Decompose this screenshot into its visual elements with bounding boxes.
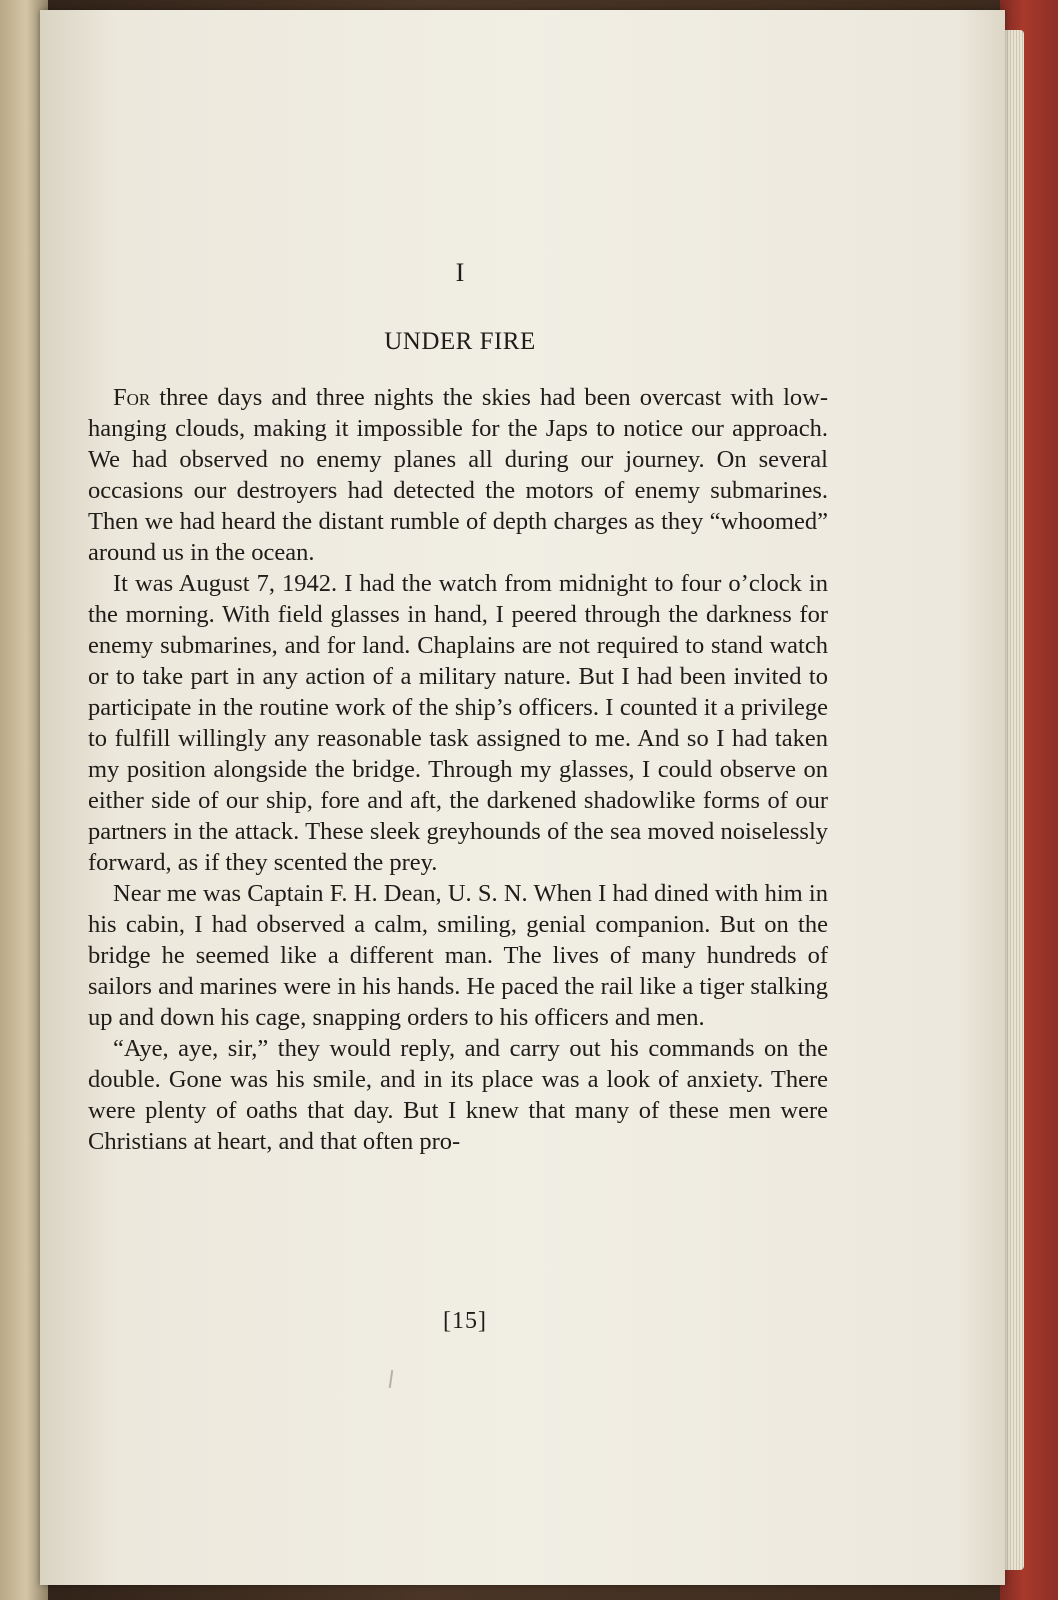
body-text [88,382,828,1157]
paragraph [88,1033,828,1157]
page-stack-edge [1002,30,1024,1570]
page-number: [15] [443,1308,487,1334]
chapter-number: I [455,258,465,287]
book-page [40,10,1005,1585]
paragraph [88,878,828,1033]
paragraph-text: It was August 7, 1942. I had the watch from midnight to four o’clock in the morning. With field glasses in hand, I peered through the darkness for enemy submarines, and for land. Chaplains are not required to stand watch or to take part in any action of a military nature. But I had been invited to participate in the routine work of the ship’s officers. I counted it a privilege to fulfill willingly any reasonable task assigned to me. And so I had taken my position alongside the bridge. Through my glasses, I could observe on either side of our ship, fore and aft, the darkened shadowlike forms of our partners in the attack. These sleek greyhounds of the sea moved noiselessly forward, as if they scented the prey. [88,570,828,876]
paragraph-text: Near me was Captain F. H. Dean, U. S. N. When I had dined with him in his cabin, I had observed a calm, smiling, genial companion. But on the bridge he seemed like a different man. The lives of many hundreds of sailors and marines were in his hands. He paced the rail like a tiger stalking up and down his cage, snapping orders to his officers and men. [88,880,828,1031]
chapter-title: UNDER FIRE [384,328,536,355]
paragraph [88,382,828,568]
stray-ink-mark [389,1370,393,1388]
paragraph-text: three days and three nights the skies had been overcast with low-hanging clouds, making it impossible for the Japs to notice our approach. We had observed no enemy planes all during our journey. On several occasions our destroyers had detected the motors of enemy submarines. Then we had heard the distant rumble of depth charges as they “whoomed” around us in the ocean. [88,384,828,566]
paragraph-lead-word: For [113,384,151,411]
paragraph [88,568,828,878]
paragraph-text: “Aye, aye, sir,” they would reply, and carry out his commands on the double. Gone was his smile, and in its place was a look of anxiety. There were plenty of oaths that day. But I knew that many of these men were Christians at heart, and that often pro- [88,1035,828,1155]
